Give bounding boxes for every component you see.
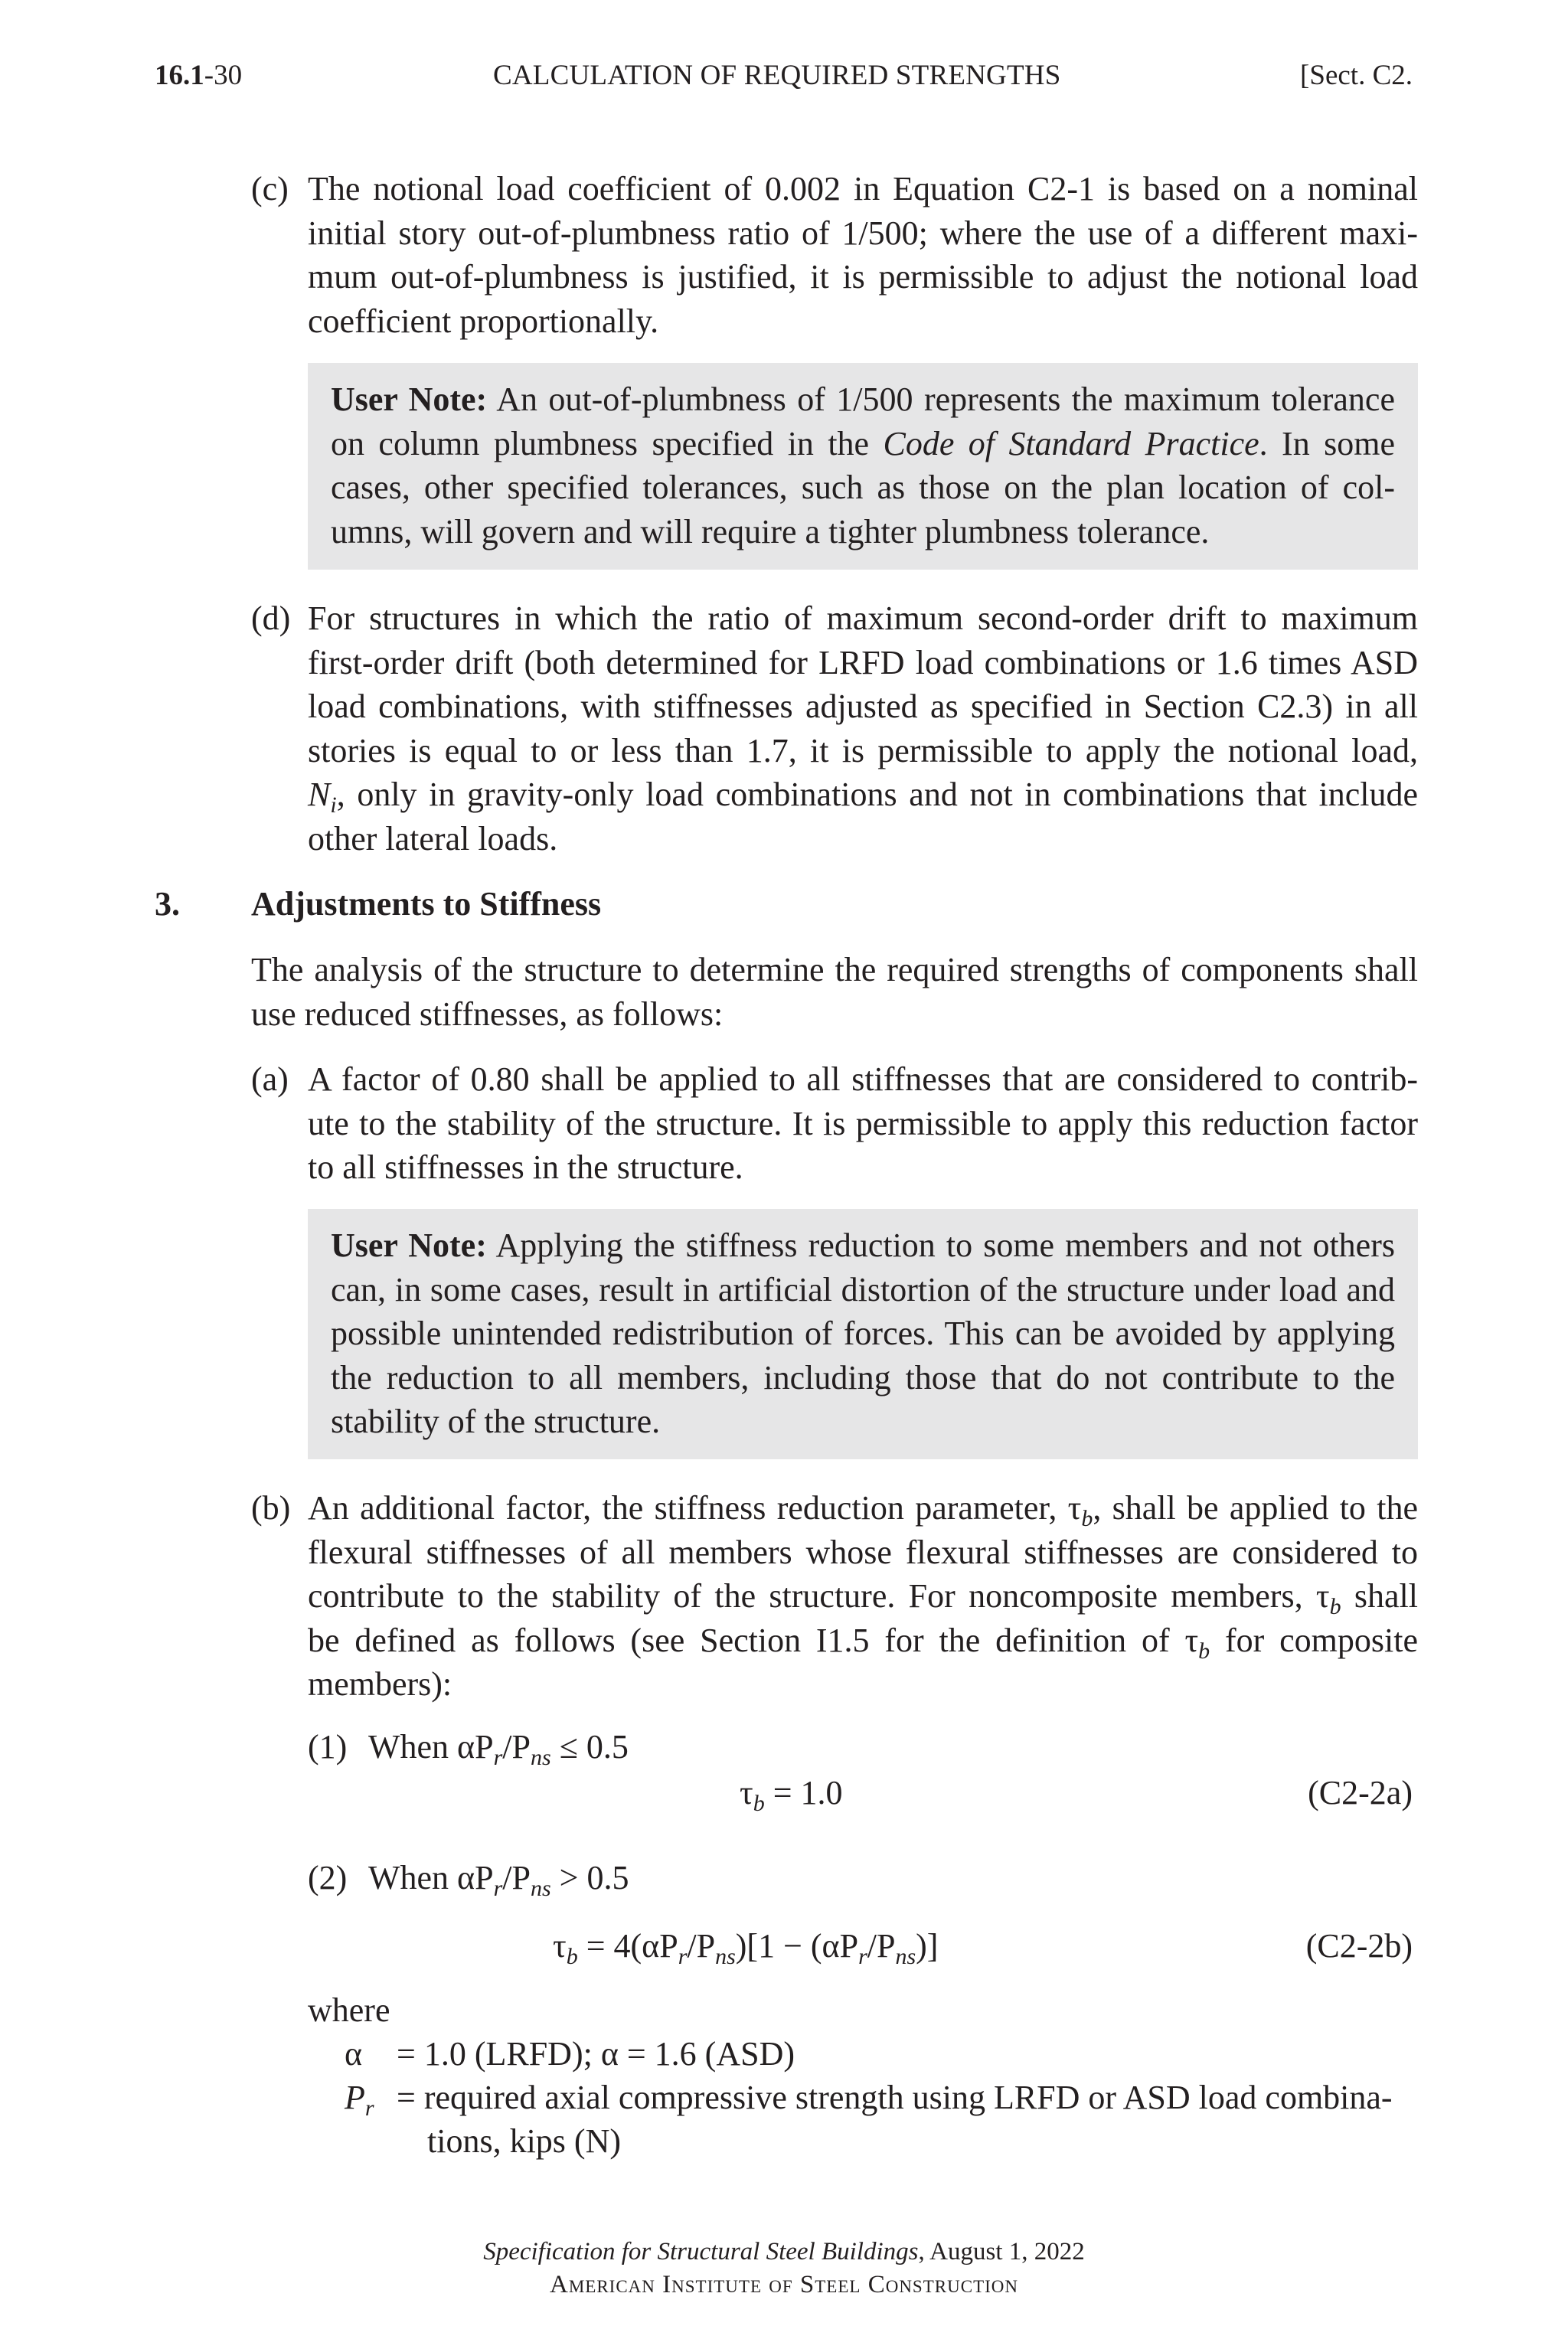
pr-symbol: $P_r$ (345, 2079, 374, 2121)
text-line: use reduced stiffnesses, as follows: (251, 995, 724, 1033)
text-line: first-order drift (both determined for LRFD load combinations or 1.6 times ASD (308, 643, 1418, 681)
footer-publication: Specification for Structural Steel Buildings, August 1, 2022 (483, 2238, 1085, 2265)
condition-2-text: When $\alpha P_r/P_{ns} > 0.5$ (368, 1859, 629, 1901)
text-line: stories is equal to or less than 1.7, it is permissible to apply the notional load, (308, 731, 1418, 769)
user-note-text (331, 1223, 1395, 1444)
text-line: coefficient proportionally. (308, 302, 659, 340)
running-title: CALCULATION OF REQUIRED STRENGTHS (493, 60, 1061, 91)
section-intro (251, 948, 1418, 1036)
text-line: other lateral loads. (308, 819, 558, 858)
text-line: cases, other specified tolerances, such as those on the plan location of col- (331, 469, 1395, 506)
item-c-label: (c) (251, 170, 289, 207)
text-line: can, in some cases, result in artificial distortion of the structure under load and (331, 1270, 1395, 1308)
section-title: Adjustments to Stiffness (251, 885, 602, 923)
user-note-label: User Note: (331, 381, 488, 418)
alpha-symbol: α (345, 2035, 363, 2073)
pr-definition: = required axial compressive strength using LRFD or ASD load combina- (397, 2079, 1393, 2116)
text-line: members): (308, 1665, 452, 1703)
equation-c2-2b: $\tau_b = 4(\alpha P_r/P_{ns})[1 - (\alpha P_r/P_{ns})]$ (553, 1927, 939, 1969)
equation-number: (C2-2b) (1305, 1927, 1413, 1965)
footer-publisher: American Institute of Steel Construction (550, 2271, 1018, 2298)
item-d-paragraph (308, 596, 1418, 861)
text-line: ute to the stability of the structure. It is permissible to apply this reduction factor (308, 1104, 1418, 1142)
text-line: contribute to the stability of the structure. For noncomposite members, $\tau_b$ shall (308, 1577, 1418, 1619)
item-a-paragraph (308, 1057, 1418, 1190)
text-line: the reduction to all members, including those that do not contribute to the (331, 1358, 1395, 1396)
text-line: be defined as follows (see Section I1.5 for the definition of $\tau_b$ for composite (308, 1621, 1418, 1664)
text-line: load combinations, with stiffnesses adjusted as specified in Section C2.3) in all (308, 688, 1418, 725)
condition-2-label: (2) (308, 1859, 348, 1896)
text-line: For structures in which the ratio of maximum second-order drift to maximum (308, 599, 1418, 637)
text-line: initial story out-of-plumbness ratio of 1/500; where the use of a different maxi- (308, 214, 1418, 252)
text-line: User Note: An out-of-plumbness of 1/500 represents the maximum tolerance (331, 381, 1395, 418)
user-note-label: User Note: (331, 1227, 487, 1264)
text-line: The notional load coefficient of 0.002 in Equation C2-1 is based on a nominal (308, 170, 1418, 207)
text-line: $N_i$, only in gravity-only load combinations and not in combinations that include (308, 776, 1418, 818)
text-line: User Note: Applying the stiffness reduction to some members and not others (331, 1227, 1395, 1264)
text-line: umns, will govern and will require a tighter plumbness tolerance. (331, 512, 1210, 550)
pr-definition-cont: tions, kips (N) (427, 2122, 621, 2160)
text-line: An additional factor, the stiffness reduction parameter, $\tau_b$, shall be applied to the (308, 1489, 1418, 1531)
text-line: stability of the structure. (331, 1403, 661, 1440)
alpha-definition: = 1.0 (LRFD); α = 1.6 (ASD) (397, 2035, 795, 2073)
equation-number: (C2-2a) (1308, 1774, 1413, 1811)
code-title: Code of Standard Practice (883, 424, 1259, 462)
text-line: A factor of 0.80 shall be applied to all stiffnesses that are considered to contrib- (308, 1060, 1418, 1098)
text-line: The analysis of the structure to determine the required strengths of components shall (251, 951, 1418, 988)
section-marker: [Sect. C2. (1300, 60, 1413, 91)
text-line: on column plumbness specified in the Code of Standard Practice. In some (331, 424, 1396, 462)
user-note-text (331, 377, 1395, 554)
condition-1-text: When $\alpha P_r/P_{ns} \le 0.5$ (368, 1728, 629, 1770)
where-label: where (308, 1991, 390, 2029)
item-a-label: (a) (251, 1060, 289, 1098)
user-note-box (308, 363, 1418, 570)
text-line: mum out-of-plumbness is justified, it is permissible to adjust the notional load (308, 258, 1418, 296)
page-number: 16.1-30 (155, 60, 243, 91)
item-c-paragraph (308, 167, 1418, 343)
condition-1-label: (1) (308, 1728, 348, 1766)
item-b-label: (b) (251, 1489, 291, 1527)
equation-c2-2a: $\tau_b = 1.0$ (740, 1774, 843, 1816)
section-number: 3. (155, 885, 180, 923)
item-b-paragraph (308, 1486, 1418, 1707)
text-line: to all stiffnesses in the structure. (308, 1148, 743, 1186)
text-line: flexural stiffnesses of all members whose flexural stiffnesses are considered to (308, 1533, 1418, 1571)
text-line: possible unintended redistribution of forces. This can be avoided by applying (331, 1315, 1395, 1352)
user-note-box (308, 1209, 1418, 1459)
item-d-label: (d) (251, 599, 291, 637)
